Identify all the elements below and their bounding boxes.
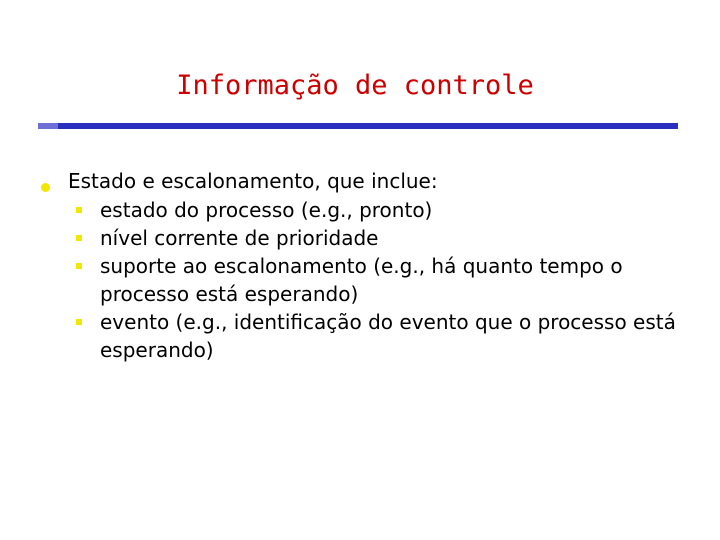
sub-bullet-item: [0, 196, 690, 224]
sub-bullet-marker: [76, 319, 82, 325]
bullet-marker: [41, 183, 50, 192]
title-divider: [38, 123, 678, 129]
sub-bullet-text: nível corrente de prioridade: [100, 226, 379, 250]
sub-bullet-text: suporte ao escalonamento (e.g., há quanto tempo o processo está esperando): [100, 254, 623, 306]
sub-bullet-marker: [76, 207, 82, 213]
bullet-text: Estado e escalonamento, que inclue:: [68, 169, 438, 193]
title-divider-accent: [38, 123, 58, 129]
sub-bullet-list: [0, 196, 720, 364]
sub-bullet-item: [0, 308, 690, 364]
sub-bullet-text: evento (e.g., identificação do evento que o processo está esperando): [100, 310, 676, 362]
slide-title: Informação de controle: [176, 70, 534, 101]
sub-bullet-text: estado do processo (e.g., pronto): [100, 198, 433, 222]
sub-bullet-marker: [76, 263, 82, 269]
sub-bullet-item: [0, 224, 690, 252]
sub-bullet-marker: [76, 235, 82, 241]
sub-bullet-item: [0, 252, 690, 308]
